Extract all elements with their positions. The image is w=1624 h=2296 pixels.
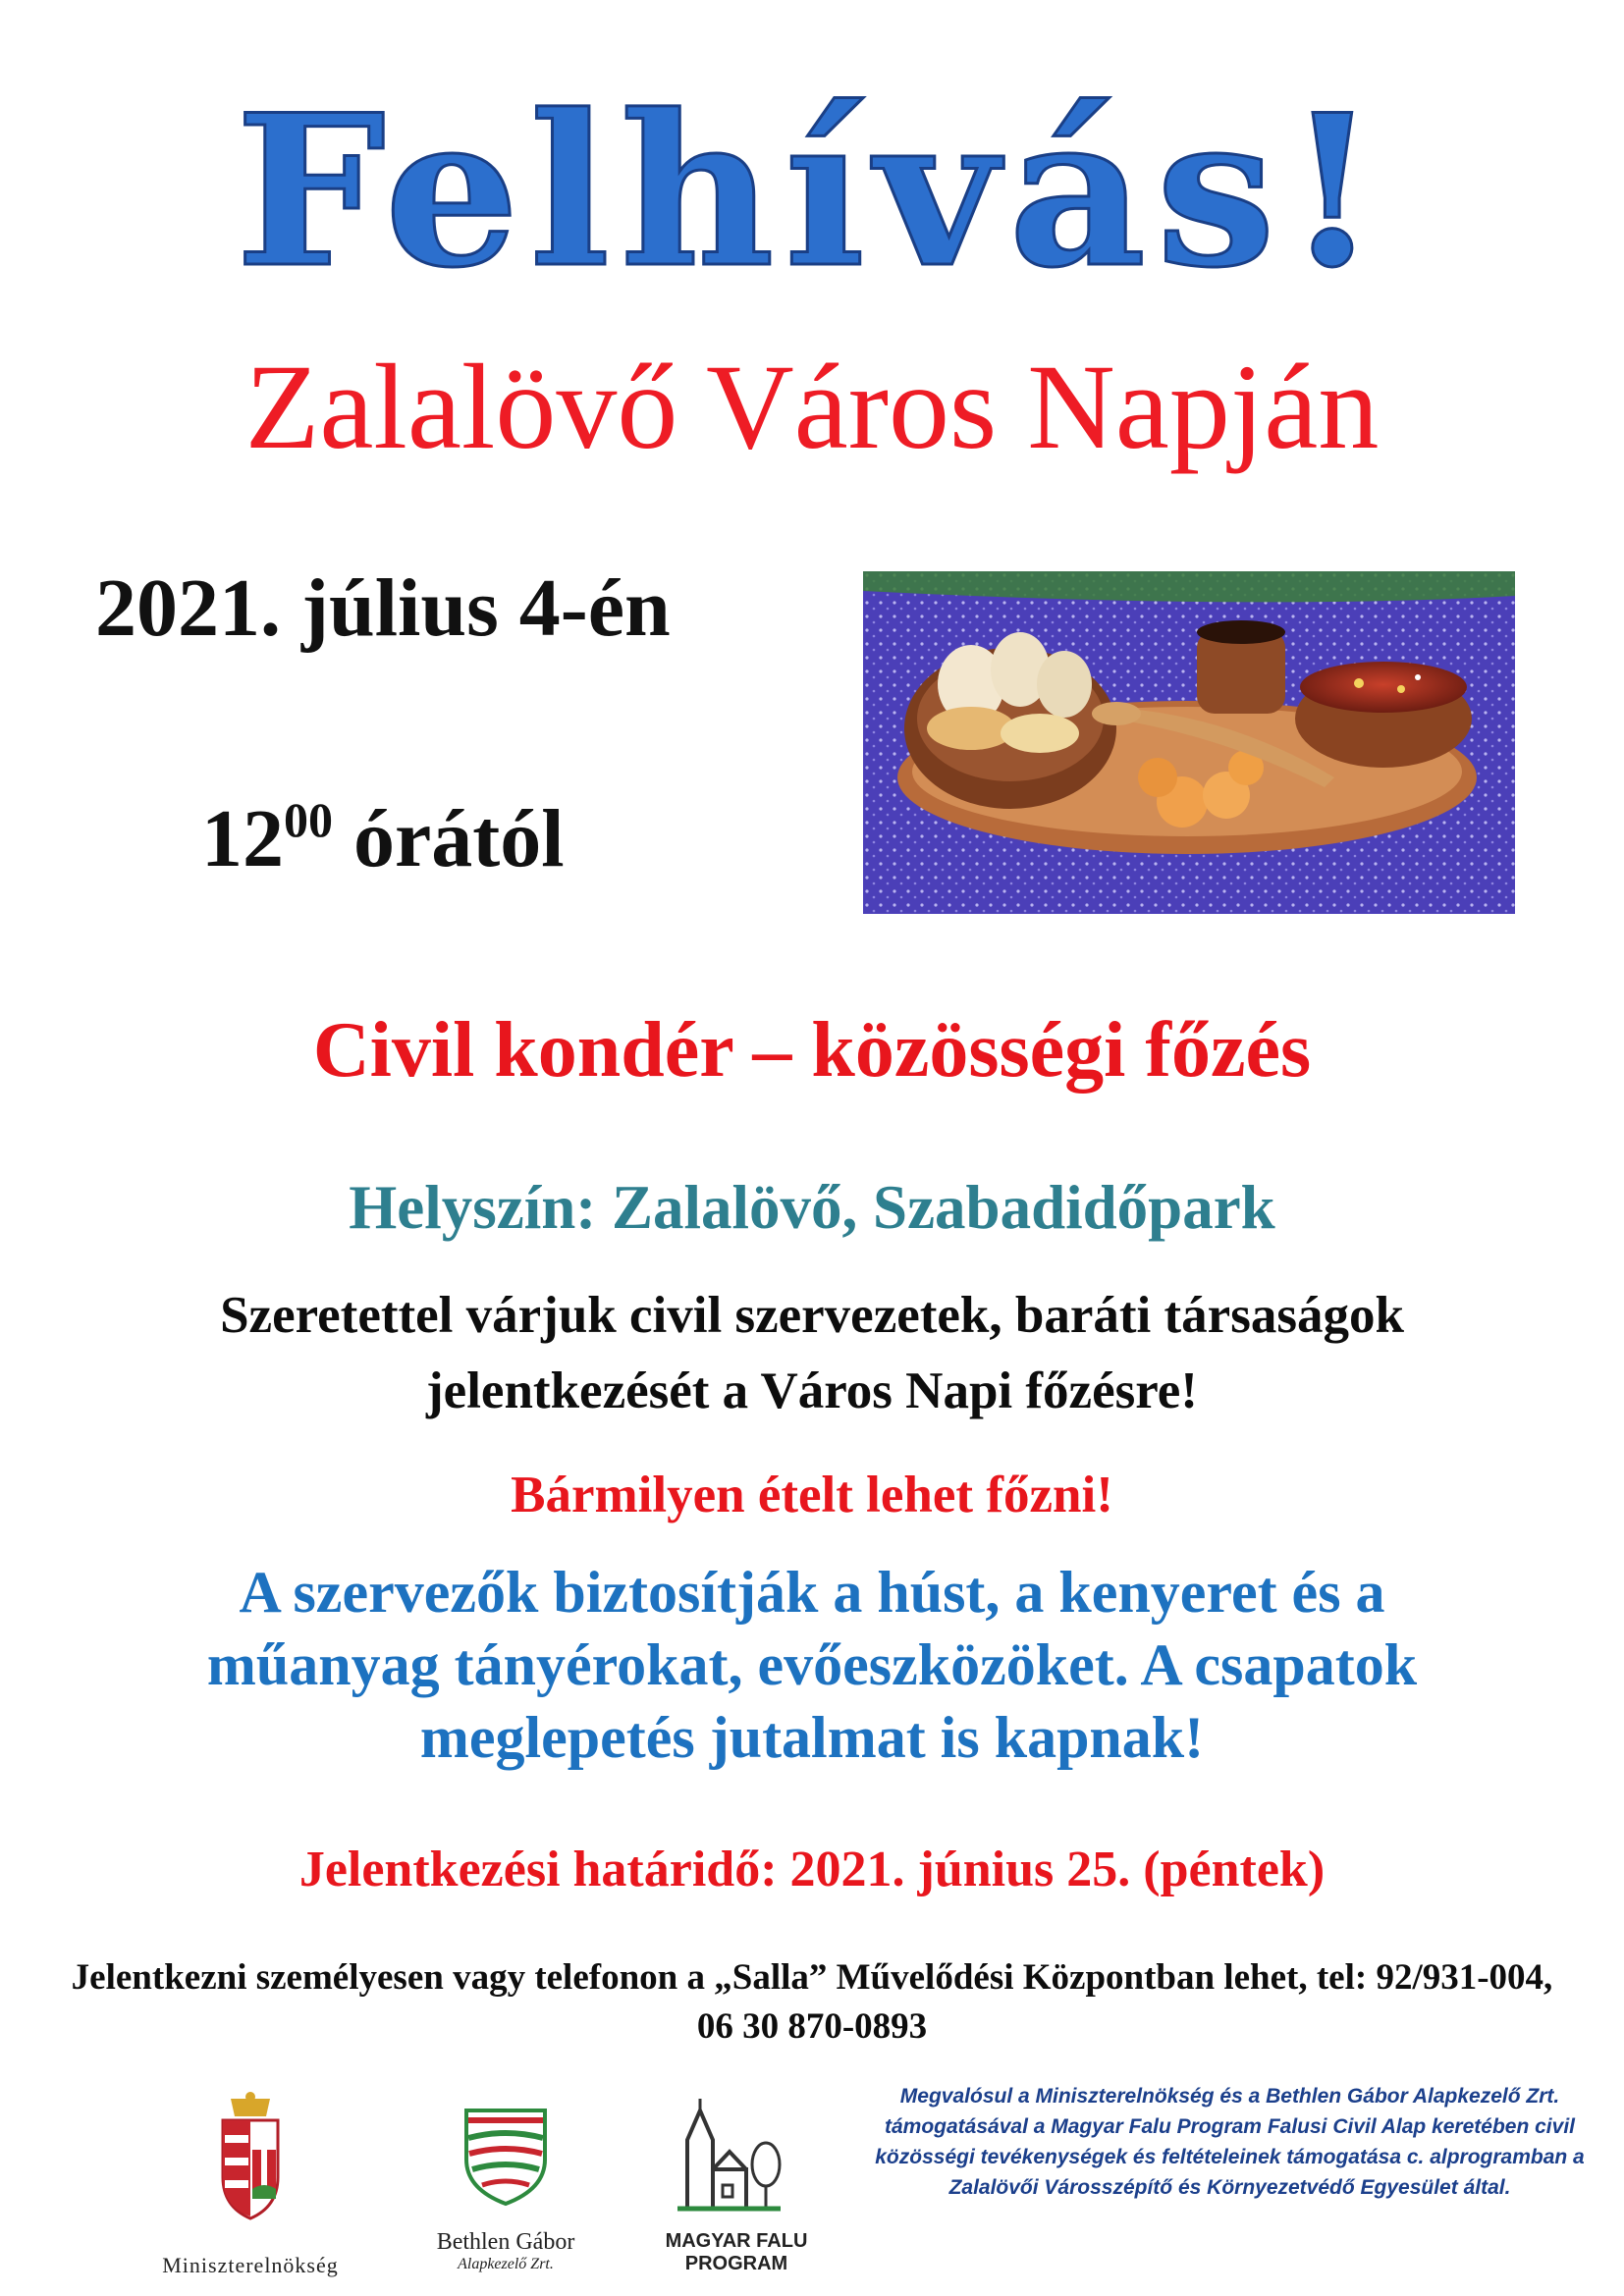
event-time	[201, 771, 565, 888]
any-food-note: Bármilyen ételt lehet főzni!	[511, 1467, 1113, 1523]
time-hour: 12	[201, 793, 284, 884]
bethlen-label: Bethlen Gábor	[436, 2229, 575, 2255]
invitation-text: Szeretettel várjuk civil szervezetek, baráti társaságok jelentkezését a Város Napi főzésre!	[220, 1287, 1404, 1419]
miniszterelnokseg-label: Miniszterelnökség	[162, 2253, 339, 2277]
bethlen-shield-icon	[378, 2091, 633, 2218]
bethlen-sub-label: Alapkezelő Zrt.	[458, 2256, 554, 2272]
subtitle: Zalalövő Város Napján	[244, 340, 1380, 474]
event-title: Civil kondér – közösségi főzés	[312, 1007, 1312, 1094]
falu-label-line2: PROGRAM	[684, 2253, 788, 2274]
funding-note: Megvalósul a Miniszterelnökség és a Bethlen Gábor Alapkezelő Zrt. támogatásával a Magyar Falu Program Falusi Civil Alap keretében civil közösségi tevékenységek és feltételeinek támogatása c. alprogramban a Zalalövői Városszépítő és Környezetvédő Egyesület által.	[875, 2085, 1585, 2199]
contact-info: Jelentkezni személyesen vagy telefonon a „Salla” Művelődési Központban lehet, tel: 92/931-004, 06 30 870-0893	[71, 1957, 1553, 2047]
falu-label-line1: MAGYAR FALU	[665, 2230, 808, 2252]
miniszterelnokseg-logo	[123, 2091, 378, 2277]
event-date: 2021. július 4-én	[95, 562, 671, 654]
time-suffix: órától	[353, 793, 565, 884]
deadline: Jelentkezési határidő: 2021. június 25. (péntek)	[298, 1842, 1326, 1897]
hungarian-coat-of-arms-icon	[123, 2091, 378, 2228]
bethlen-gabor-logo	[378, 2091, 633, 2277]
magyar-falu-logo	[609, 2091, 864, 2277]
time-minutes: 00	[284, 792, 333, 847]
organizers-note: A szervezők biztosítják a húst, a kenyeret és a műanyag tányérokat, evőeszközöket. A csapatok meglepetés jutalmat is kapnak!	[206, 1560, 1418, 1770]
food-photo	[863, 571, 1515, 914]
venue: Helyszín: Zalalövő, Szabadidőpark	[349, 1173, 1275, 1242]
village-church-icon	[609, 2091, 864, 2223]
headline: Felhívás!	[235, 69, 1389, 313]
